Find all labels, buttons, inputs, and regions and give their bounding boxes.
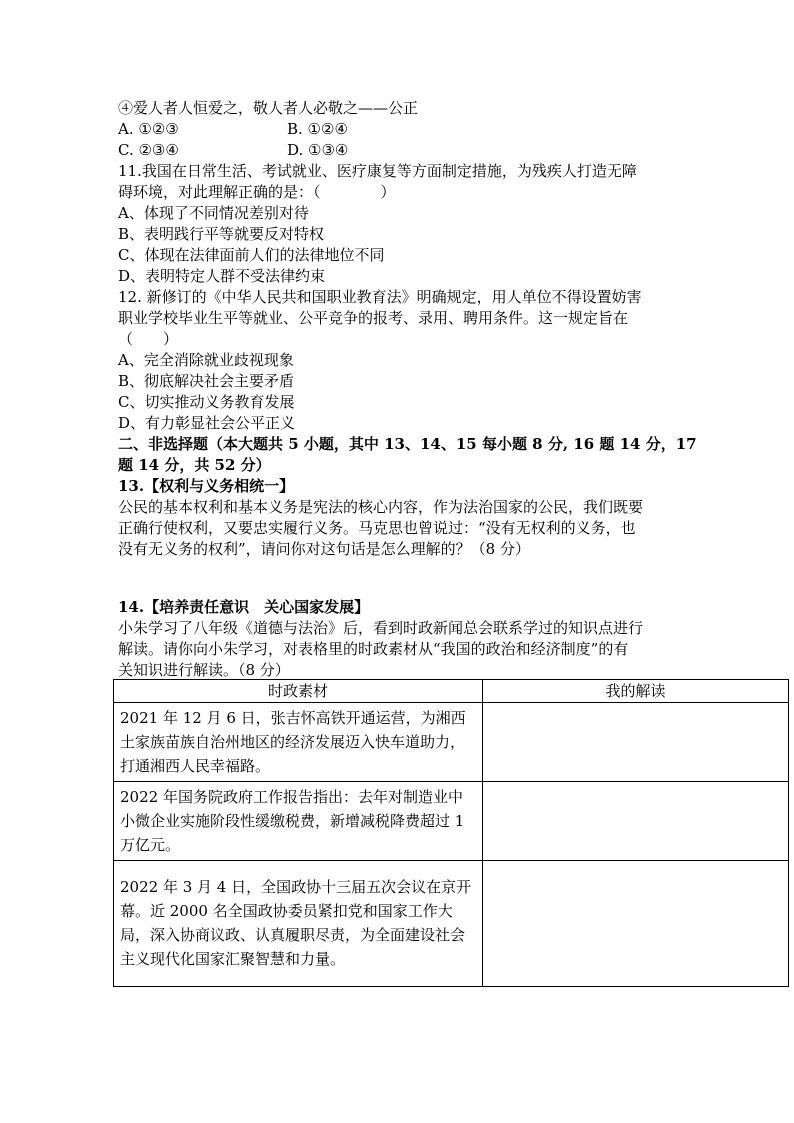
answer-cell[interactable] [483, 703, 789, 782]
news-material-cell: 2021 年 12 月 6 日，张吉怀高铁开通运营，为湘西土家族苗族自治州地区的经济发展迈入快车道助力，打通湘西人民幸福路。 [114, 703, 483, 782]
q14-body-line2: 解读。请你向小朱学习，对表格里的时政素材从“我国的政治和经济制度”的有 [118, 640, 629, 658]
q10-item4: ④爱人者人恒爱之，敬人者人必敬之——公正 [118, 99, 419, 117]
answer-cell[interactable] [483, 782, 789, 861]
q12-stem-line2: 职业学校毕业生平等就业、公平竞争的报考、录用、聘用条件。这一规定旨在 [118, 309, 629, 327]
q11-option-a: A、体现了不同情况差别对待 [118, 204, 309, 222]
q11-stem-line2: 碍环境，对此理解正确的是：（ ） [118, 183, 396, 201]
q10-option-c: C. ②③④ [118, 141, 179, 159]
table-row [114, 703, 789, 782]
news-material-cell: 2022 年国务院政府工作报告指出：去年对制造业中小微企业实施阶段性缓缴税费，新增减税降费超过 1 万亿元。 [114, 782, 483, 861]
table-row [114, 782, 789, 861]
q14-title: 14.【培养责任意识 关心国家发展】 [118, 598, 370, 616]
news-material-cell: 2022 年 3 月 4 日，全国政协十三届五次会议在京开幕。近 2000 名全国政协委员紧扣党和国家工作大局，深入协商议政、认真履职尽责，为全面建设社会主义现代化国家汇聚智慧和力量。 [114, 861, 483, 987]
answer-cell[interactable] [483, 861, 789, 987]
q10-option-d: D. ①③④ [287, 141, 349, 159]
q11-option-b: B、表明践行平等就要反对特权 [118, 225, 325, 243]
q13-body-line2: 正确行使权利，又要忠实履行义务。马克思也曾说过：“没有无权利的义务，也 [118, 519, 636, 537]
q12-option-b: B、彻底解决社会主要矛盾 [118, 372, 295, 390]
header-my-interpretation: 我的解读 [483, 680, 789, 703]
q13-title: 13.【权利与义务相统一】 [118, 477, 295, 495]
q12-stem-line3: （ ） [118, 330, 179, 348]
table-row [114, 861, 789, 987]
q12-stem-line1: 12. 新修订的《中华人民共和国职业教育法》明确规定，用人单位不得设置妨害 [118, 288, 642, 306]
q10-option-a: A. ①②③ [118, 120, 179, 138]
news-material-table [113, 679, 789, 987]
q12-option-c: C、切实推动义务教育发展 [118, 393, 295, 411]
q11-stem-line1: 11.我国在日常生活、考试就业、医疗康复等方面制定措施，为残疾人打造无障 [118, 162, 637, 180]
q14-body-line1: 小朱学习了八年级《道德与法治》后，看到时政新闻总会联系学过的知识点进行 [118, 619, 644, 637]
q14-body-line3: 关知识进行解读。（8 分） [118, 661, 290, 679]
q11-option-d: D、表明特定人群不受法律约束 [118, 267, 326, 285]
header-news-material: 时政素材 [114, 680, 483, 703]
table-header-row [114, 680, 789, 703]
q10-option-b: B. ①②④ [287, 120, 348, 138]
q12-option-d: D、有力彰显社会公平正义 [118, 414, 296, 432]
section2-heading-line1: 二、非选择题（本大题共 5 小题，其中 13、14、15 每小题 8 分, 16 题 14 分，17 [118, 435, 697, 453]
q13-body-line1: 公民的基本权利和基本义务是宪法的核心内容，作为法治国家的公民，我们既要 [118, 498, 644, 516]
q12-option-a: A、完全消除就业歧视现象 [118, 351, 294, 369]
q13-body-line3: 没有无义务的权利”，请问你对这句话是怎么理解的？（8 分） [118, 540, 530, 558]
section2-heading-line2: 题 14 分，共 52 分） [118, 456, 271, 474]
q11-option-c: C、体现在法律面前人们的法律地位不同 [118, 246, 385, 264]
